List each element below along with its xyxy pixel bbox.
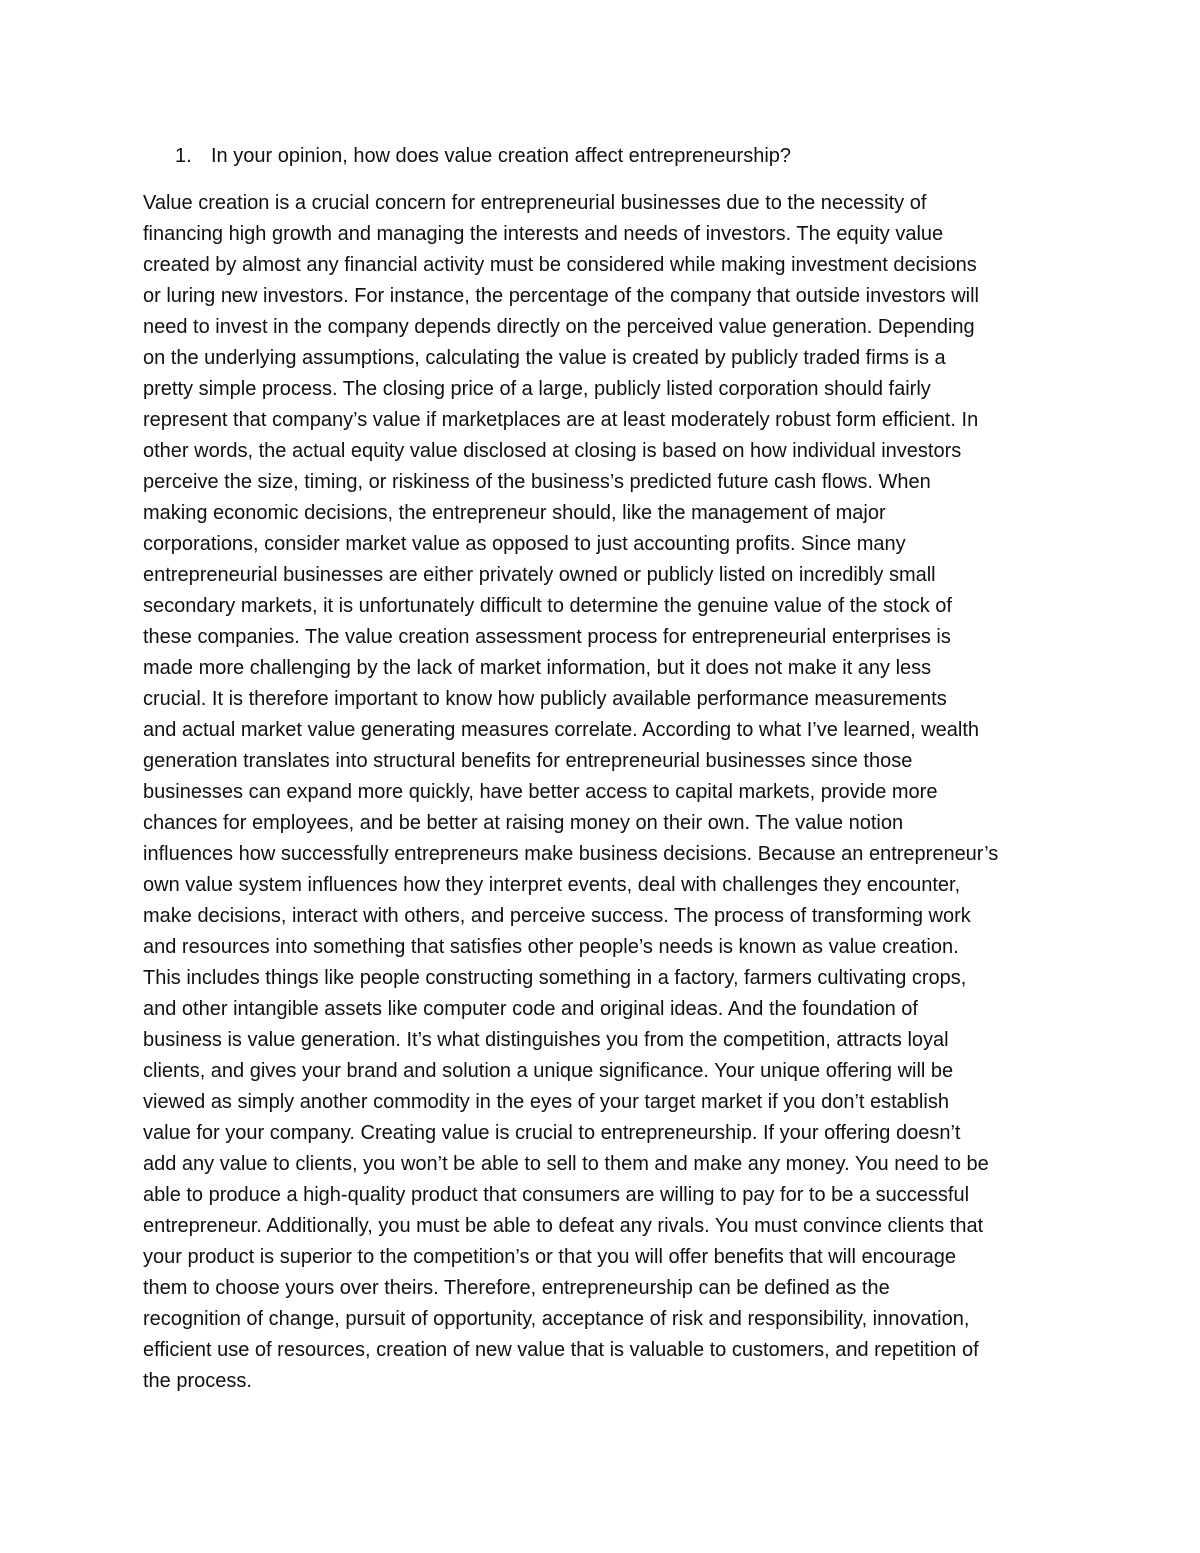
answer-line: efficient use of resources, creation of new value that is valuable to customers, and repetition of <box>143 1339 979 1361</box>
answer-paragraph <box>143 188 1073 1397</box>
answer-line: generation translates into structural benefits for entrepreneurial businesses since those <box>143 750 913 772</box>
answer-line: represent that company’s value if marketplaces are at least moderately robust form efficient. In <box>143 409 979 431</box>
answer-line: secondary markets, it is unfortunately difficult to determine the genuine value of the stock of <box>143 595 952 617</box>
question-number: 1. <box>175 145 192 167</box>
question-text: In your opinion, how does value creation affect entrepreneurship? <box>211 145 792 167</box>
question-heading <box>175 141 1075 172</box>
answer-line: these companies. The value creation assessment process for entrepreneurial enterprises is <box>143 626 951 648</box>
answer-line: your product is superior to the competition’s or that you will offer benefits that will encourage <box>143 1246 957 1268</box>
answer-line: or luring new investors. For instance, the percentage of the company that outside investors will <box>143 285 979 307</box>
answer-line: crucial. It is therefore important to know how publicly available performance measurements <box>143 688 947 710</box>
answer-line: other words, the actual equity value disclosed at closing is based on how individual investors <box>143 440 962 462</box>
answer-line: and other intangible assets like computer code and original ideas. And the foundation of <box>143 998 918 1020</box>
answer-line: on the underlying assumptions, calculating the value is created by publicly traded firms is a <box>143 347 946 369</box>
answer-line: and actual market value generating measures correlate. According to what I’ve learned, wealth <box>143 719 980 741</box>
answer-line: chances for employees, and be better at raising money on their own. The value notion <box>143 812 904 834</box>
answer-line: them to choose yours over theirs. Therefore, entrepreneurship can be defined as the <box>143 1277 890 1299</box>
answer-line: and resources into something that satisfies other people’s needs is known as value creation. <box>143 936 959 958</box>
answer-line: pretty simple process. The closing price of a large, publicly listed corporation should fairly <box>143 378 931 400</box>
answer-line: need to invest in the company depends directly on the perceived value generation. Depending <box>143 316 975 338</box>
answer-line: value for your company. Creating value is crucial to entrepreneurship. If your offering doesn’t <box>143 1122 961 1144</box>
answer-line: viewed as simply another commodity in the eyes of your target market if you don’t establish <box>143 1091 949 1113</box>
answer-line: This includes things like people constructing something in a factory, farmers cultivating crops, <box>143 967 967 989</box>
answer-line: the process. <box>143 1370 252 1392</box>
answer-line: corporations, consider market value as opposed to just accounting profits. Since many <box>143 533 906 555</box>
answer-line: make decisions, interact with others, and perceive success. The process of transforming work <box>143 905 971 927</box>
answer-line: influences how successfully entrepreneurs make business decisions. Because an entrepreneur’s <box>143 843 999 865</box>
answer-line: financing high growth and managing the interests and needs of investors. The equity value <box>143 223 944 245</box>
answer-line: making economic decisions, the entrepreneur should, like the management of major <box>143 502 886 524</box>
answer-line: made more challenging by the lack of market information, but it does not make it any less <box>143 657 932 679</box>
answer-line: business is value generation. It’s what distinguishes you from the competition, attracts loyal <box>143 1029 949 1051</box>
answer-line: created by almost any financial activity must be considered while making investment decisions <box>143 254 977 276</box>
answer-line: Value creation is a crucial concern for entrepreneurial businesses due to the necessity of <box>143 192 927 214</box>
answer-line: businesses can expand more quickly, have better access to capital markets, provide more <box>143 781 938 803</box>
answer-line: own value system influences how they interpret events, deal with challenges they encounter, <box>143 874 961 896</box>
answer-line: entrepreneurial businesses are either privately owned or publicly listed on incredibly small <box>143 564 936 586</box>
answer-line: entrepreneur. Additionally, you must be able to defeat any rivals. You must convince clients that <box>143 1215 984 1237</box>
answer-line: recognition of change, pursuit of opportunity, acceptance of risk and responsibility, innovation, <box>143 1308 970 1330</box>
answer-line: add any value to clients, you won’t be able to sell to them and make any money. You need to be <box>143 1153 989 1175</box>
answer-line: clients, and gives your brand and solution a unique significance. Your unique offering will be <box>143 1060 954 1082</box>
answer-line: perceive the size, timing, or riskiness of the business’s predicted future cash flows. When <box>143 471 931 493</box>
answer-line: able to produce a high-quality product that consumers are willing to pay for to be a successful <box>143 1184 970 1206</box>
